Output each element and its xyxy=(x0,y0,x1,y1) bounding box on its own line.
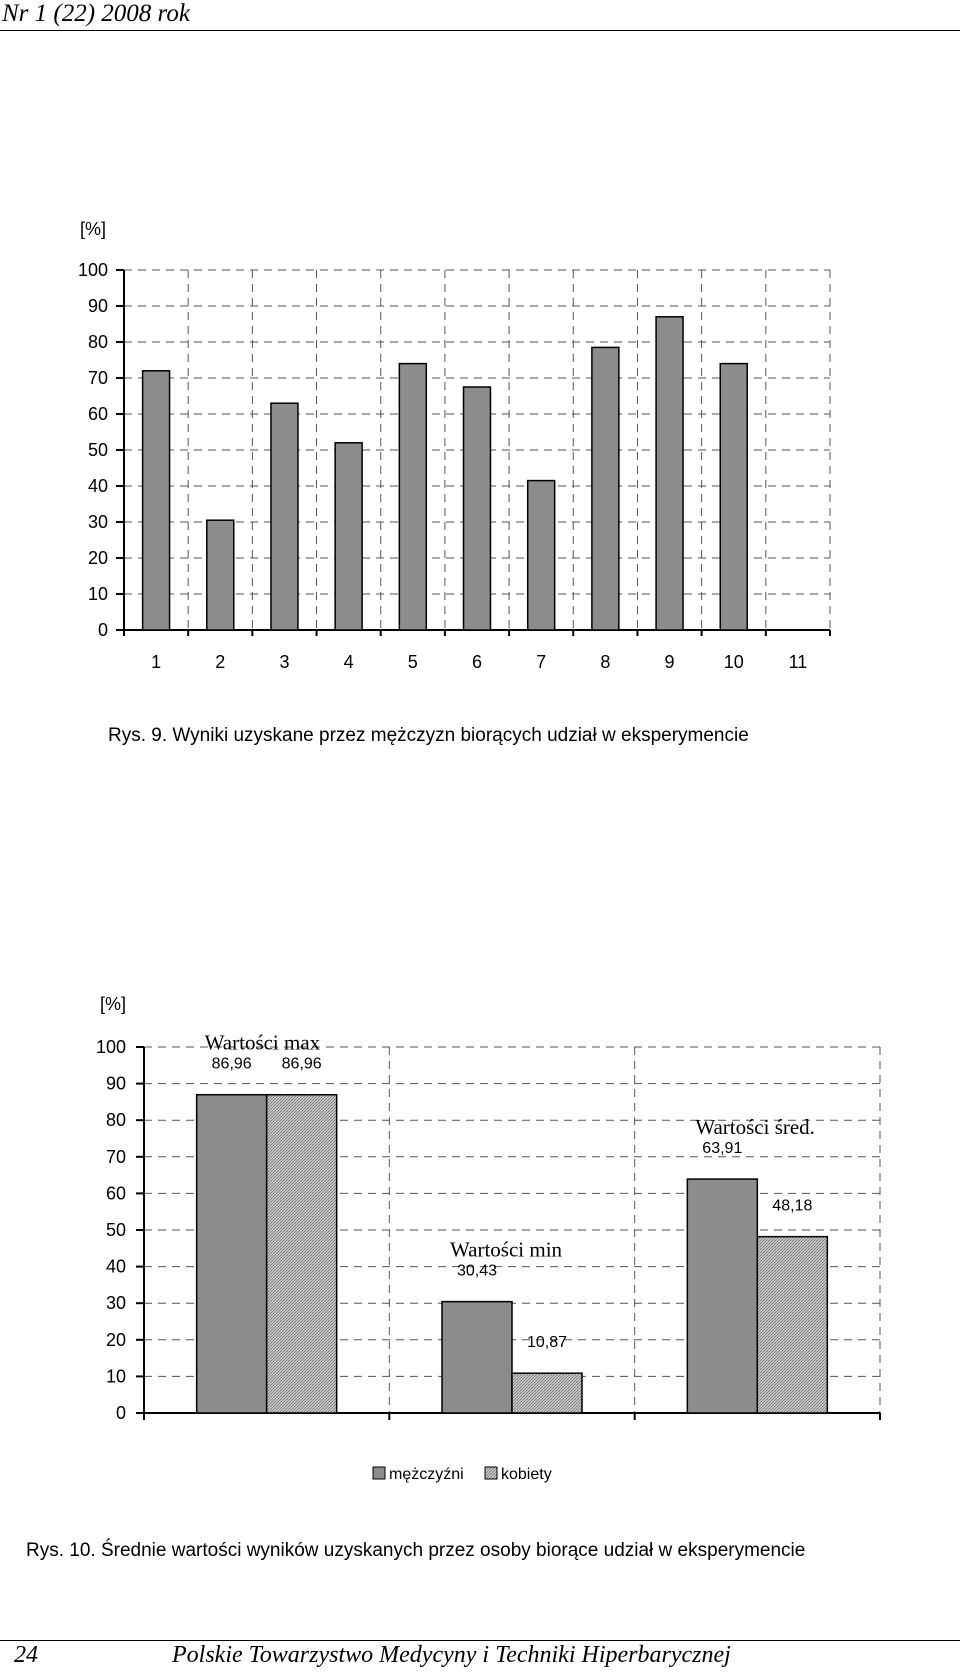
x-tick-label: 8 xyxy=(600,652,611,672)
y-tick-label: 0 xyxy=(97,620,108,640)
y-tick-label: 0 xyxy=(115,1403,126,1423)
bar-men xyxy=(442,1302,512,1413)
y-tick-label: 30 xyxy=(87,512,108,532)
y-tick-label: 100 xyxy=(95,1037,126,1057)
y-tick-label: 100 xyxy=(77,260,108,280)
legend-label-women: kobiety xyxy=(501,1466,552,1483)
y-tick-label: 50 xyxy=(87,440,108,460)
bar-men xyxy=(687,1179,757,1413)
y-tick-label: 70 xyxy=(87,368,108,388)
y-tick-label: 40 xyxy=(87,476,108,496)
bar-women xyxy=(512,1373,582,1413)
y-tick-label: 20 xyxy=(105,1329,126,1350)
group-label: Wartości śred. xyxy=(695,1115,815,1140)
y-tick-label: 10 xyxy=(105,1366,126,1387)
data-label: 48,18 xyxy=(772,1197,813,1215)
x-tick-label: 10 xyxy=(723,652,744,672)
y-tick-label: 60 xyxy=(105,1183,126,1204)
x-tick-label: 1 xyxy=(151,652,162,672)
x-tick-label: 5 xyxy=(407,652,418,672)
data-label: 10,87 xyxy=(526,1334,568,1352)
group-label: Wartości max xyxy=(204,1030,321,1055)
data-label: 86,96 xyxy=(281,1055,322,1073)
page-number: 24 xyxy=(14,1642,38,1668)
group-label: Wartości min xyxy=(450,1237,563,1262)
y-tick-label: 40 xyxy=(105,1256,126,1277)
y-tick-label: 90 xyxy=(105,1073,126,1094)
data-label: 86,96 xyxy=(211,1055,252,1073)
figure1-caption: Rys. 9. Wyniki uzyskane przez mężczyzn biorących udział w eksperymencie xyxy=(108,725,749,746)
legend-swatch-men xyxy=(373,1467,385,1479)
data-label: 63,91 xyxy=(702,1140,743,1158)
journal-name: Polskie Towarzystwo Medycyny i Techniki Hiperbarycznej xyxy=(172,1642,731,1668)
legend-swatch-women xyxy=(485,1467,497,1479)
bar-women xyxy=(757,1237,827,1413)
y-tick-label: 10 xyxy=(87,584,108,604)
y-axis-label: [%] xyxy=(100,994,127,1014)
x-tick-label: 9 xyxy=(664,652,675,672)
y-tick-label: 50 xyxy=(105,1220,126,1240)
x-tick-label: 2 xyxy=(215,652,226,672)
y-tick-label: 80 xyxy=(105,1110,126,1131)
x-tick-label: 11 xyxy=(788,652,808,672)
y-tick-label: 30 xyxy=(105,1293,126,1314)
x-tick-label: 4 xyxy=(343,652,354,672)
x-tick-label: 3 xyxy=(279,652,290,672)
y-tick-label: 60 xyxy=(87,404,108,424)
y-tick-label: 20 xyxy=(87,548,108,568)
x-tick-label: 7 xyxy=(536,652,547,672)
y-axis-label: [%] xyxy=(80,219,107,239)
journal-issue: Nr 1 (22) 2008 rok xyxy=(2,0,190,27)
figure2-caption: Rys. 10. Średnie wartości wyników uzyskanych przez osoby biorące udział w eksperymencie xyxy=(26,1540,806,1561)
data-label: 30,43 xyxy=(456,1262,498,1280)
y-tick-label: 80 xyxy=(87,332,108,352)
legend-label-men: mężczyźni xyxy=(389,1466,464,1483)
bar-women xyxy=(267,1095,337,1413)
x-tick-label: 6 xyxy=(471,652,483,672)
y-tick-label: 70 xyxy=(105,1146,126,1167)
y-tick-label: 90 xyxy=(87,296,108,316)
bar-men xyxy=(197,1095,267,1413)
